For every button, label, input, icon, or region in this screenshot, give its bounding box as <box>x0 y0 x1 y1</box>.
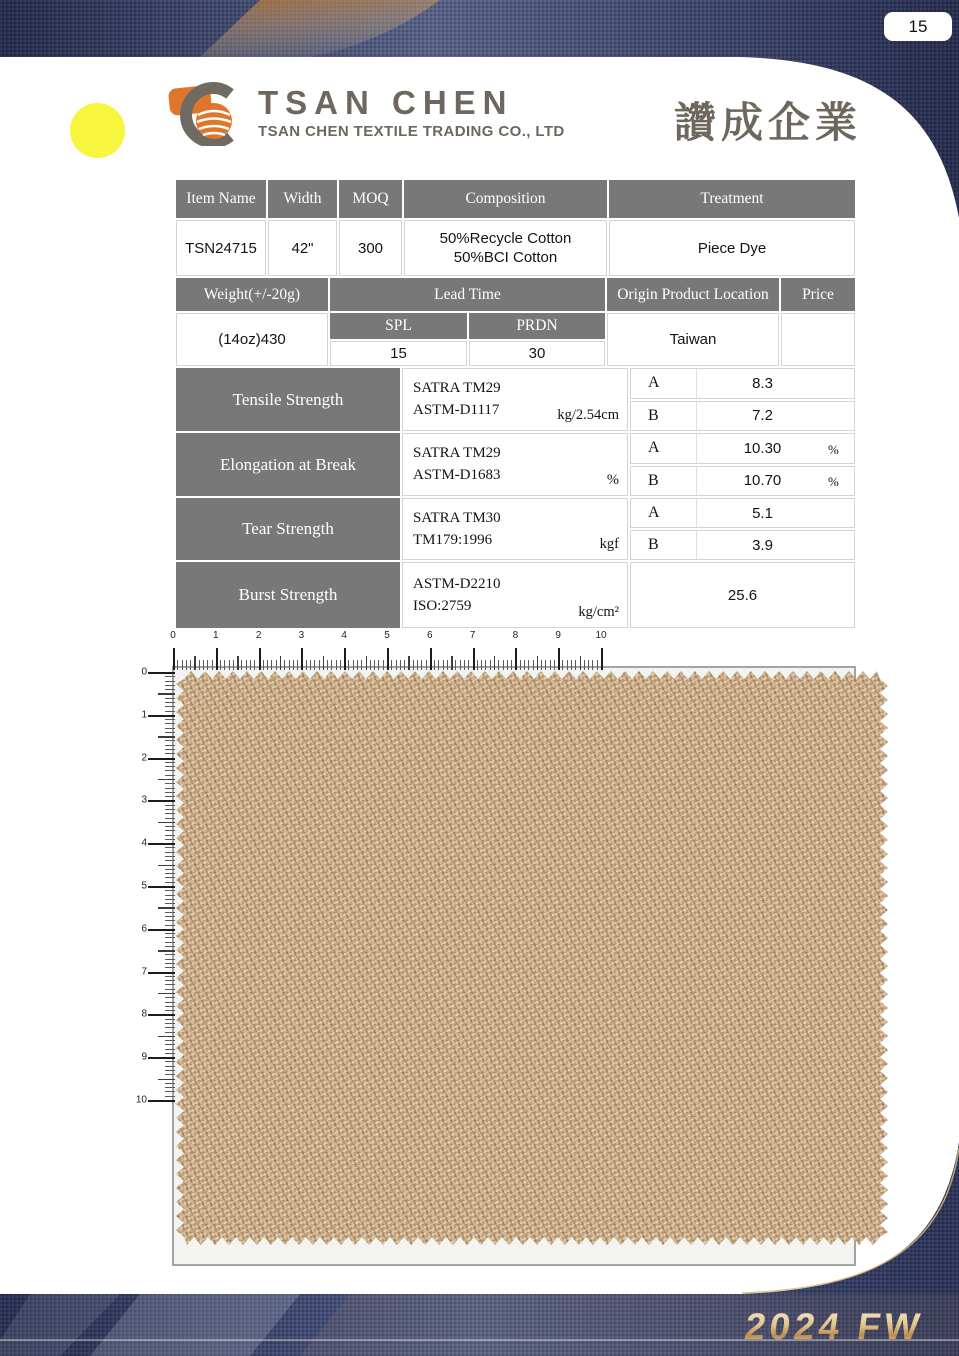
test-result-row <box>630 530 855 560</box>
test-results-cell <box>630 498 855 560</box>
result-value: 7.2 <box>752 407 773 425</box>
result-suffix <box>828 393 854 398</box>
header-moq: MOQ <box>339 180 402 218</box>
composition-line-1: 50%Recycle Cotton <box>439 230 572 247</box>
result-value: 10.30 <box>743 439 782 457</box>
header-weight: Weight(+/-20g) <box>176 278 328 311</box>
test-result-row <box>630 466 855 497</box>
test-unit: kgf <box>599 536 619 552</box>
result-value: 5.1 <box>752 504 773 522</box>
test-method-cell <box>402 368 628 431</box>
result-suffix: % <box>828 441 839 457</box>
test-method-line: SATRA TM30 <box>413 509 501 526</box>
vertical-ruler: 0 1 2 3 4 5 6 7 8 9 10 <box>133 672 175 1102</box>
test-results-cell <box>630 433 855 496</box>
test-name-cell: Burst Strength <box>176 562 400 628</box>
result-suffix: % <box>828 474 839 489</box>
test-unit: kg/cm² <box>578 604 619 620</box>
test-result-row <box>630 368 855 399</box>
result-label: A <box>631 434 697 463</box>
test-method-line: SATRA TM29 <box>413 445 501 461</box>
result-value: 25.6 <box>727 586 758 604</box>
company-chinese-name: 讚成企業 <box>673 99 862 146</box>
page-number: 15 <box>908 16 928 36</box>
result-label: B <box>631 467 697 496</box>
spec-table-main-section <box>176 180 855 276</box>
value-moq: 300 <box>339 220 402 276</box>
result-suffix <box>828 554 854 559</box>
test-method-line: ASTM-D1683 <box>413 467 501 483</box>
header-composition: Composition <box>404 180 607 218</box>
value-spl: 15 <box>330 341 467 366</box>
test-method-cell <box>402 498 628 560</box>
test-result-row <box>630 498 855 528</box>
horizontal-ruler: 0 1 2 3 4 5 6 7 8 9 10 <box>173 632 602 670</box>
test-method-line: TM179:1996 <box>413 531 493 548</box>
fabric-swatch-photo <box>176 671 888 1245</box>
result-label: A <box>631 499 697 527</box>
page-number-badge <box>884 12 952 41</box>
test-name-cell: Tear Strength <box>176 498 400 560</box>
header-item-name: Item Name <box>176 180 266 218</box>
test-result-row <box>630 433 855 464</box>
value-weight: (14oz)430 <box>176 313 328 366</box>
result-suffix <box>828 425 854 430</box>
result-label: B <box>631 531 697 559</box>
result-label: A <box>631 369 697 398</box>
value-treatment: Piece Dye <box>609 220 855 276</box>
company-subtitle: TSAN CHEN TEXTILE TRADING CO., LTD <box>258 123 565 140</box>
test-name-cell: Elongation at Break <box>176 433 400 496</box>
test-name-cell: Tensile Strength <box>176 368 400 431</box>
test-method-line: ASTM-D2210 <box>413 575 501 592</box>
header-prdn: PRDN <box>469 313 605 339</box>
value-prdn: 30 <box>469 341 605 366</box>
company-logo-icon <box>168 82 248 146</box>
result-value: 10.70 <box>743 472 782 490</box>
yellow-dot-marker <box>70 103 125 158</box>
test-result-row <box>630 401 855 432</box>
brand-text-block <box>258 82 565 140</box>
value-width: 42" <box>268 220 337 276</box>
brand-header <box>168 82 565 146</box>
header-origin: Origin Product Location <box>607 278 779 311</box>
value-item-name: TSN24715 <box>176 220 266 276</box>
value-origin: Taiwan <box>607 313 779 366</box>
test-method-cell <box>402 433 628 496</box>
spec-table-logistics-section <box>176 278 855 366</box>
spec-table <box>176 180 855 628</box>
test-method-cell <box>402 562 628 628</box>
header-price: Price <box>781 278 855 311</box>
result-label: B <box>631 402 697 431</box>
composition-line-2: 50%BCI Cotton <box>453 249 558 266</box>
result-value: 8.3 <box>752 374 773 392</box>
company-name: TSAN CHEN <box>258 84 514 121</box>
value-composition <box>404 220 607 276</box>
header-width: Width <box>268 180 337 218</box>
test-results-cell <box>630 368 855 431</box>
test-method-line: SATRA TM29 <box>413 380 501 396</box>
test-results-cell <box>630 562 855 628</box>
test-unit: kg/2.54cm <box>557 407 619 423</box>
season-label: 2024 FW <box>742 1306 926 1347</box>
result-suffix <box>828 522 854 527</box>
spec-table-tests-section <box>176 368 855 628</box>
test-method-line: ASTM-D1117 <box>413 402 500 418</box>
header-spl: SPL <box>330 313 467 339</box>
header-lead-time: Lead Time <box>330 278 605 311</box>
value-price <box>781 313 855 366</box>
test-method-line: ISO:2759 <box>413 597 472 614</box>
test-unit: % <box>606 472 619 488</box>
header-treatment: Treatment <box>609 180 855 218</box>
result-value: 3.9 <box>752 536 773 554</box>
